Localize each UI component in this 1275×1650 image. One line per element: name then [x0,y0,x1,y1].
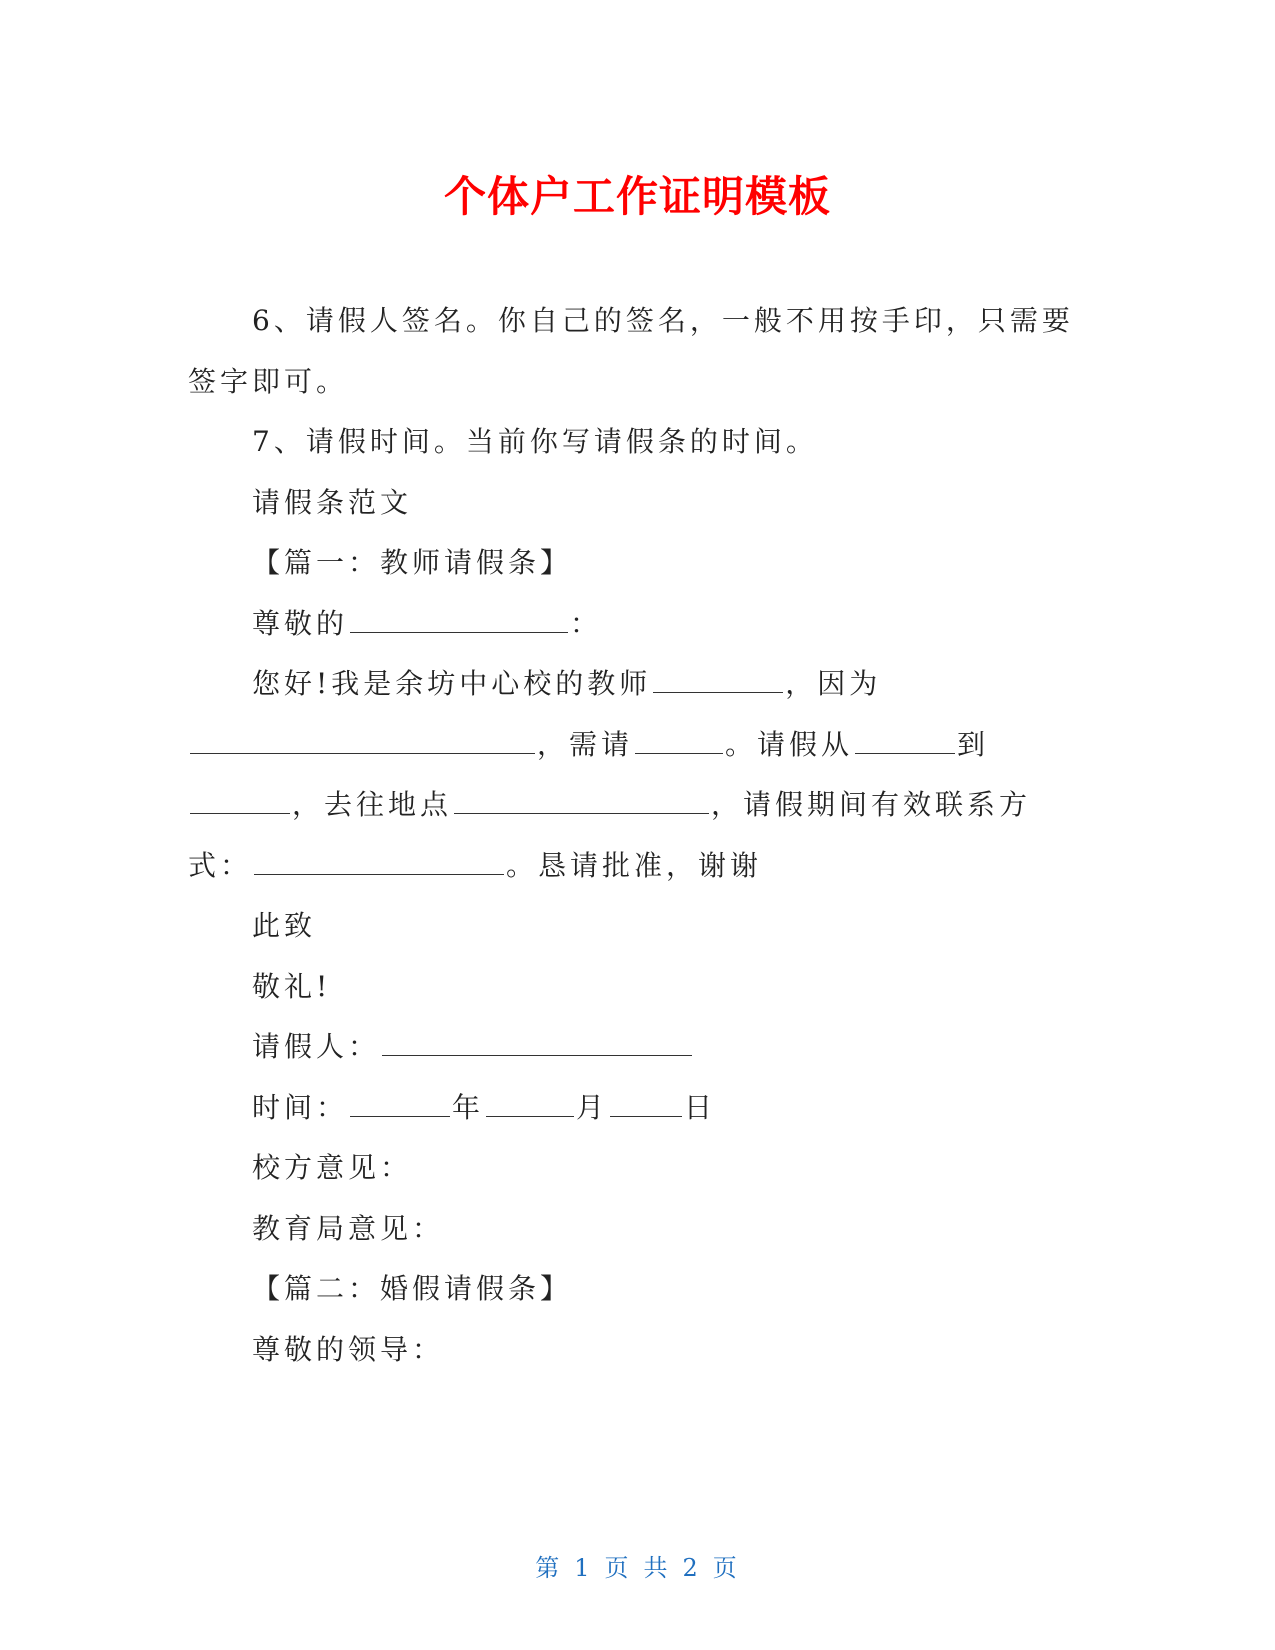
body-text-c: ，需请 [537,727,634,761]
reason-blank [190,731,535,754]
footer-ye-1: 页 [604,1554,632,1582]
body-text-f: ，去往地点 [292,788,453,821]
footer-total-pages: 2 [682,1554,701,1582]
leave-request-body [188,654,1083,896]
start-date-blank [855,731,955,754]
footer-ye-2: 页 [712,1554,740,1582]
day-blank [610,1094,682,1117]
sample-heading: 请假条范文 [252,485,413,519]
footer-gong: 共 [643,1554,671,1582]
bureau-opinion: 教育局意见： [252,1211,445,1245]
month-label: 月 [576,1090,609,1124]
recipient-blank [350,610,568,633]
date-line [188,1078,1083,1139]
salutation-text: 尊敬的 [252,606,349,640]
body-text-d: 。请假从 [725,727,854,761]
page-footer [0,1548,1275,1583]
section-heading-2: 【篇二：婚假请假条】 [252,1272,573,1305]
footer-di: 第 [535,1554,563,1582]
body-text-h: 。恳请批准，谢谢 [506,848,763,882]
closing-line-1: 此致 [252,909,317,942]
applicant-line [188,1017,1083,1078]
paragraph-item-6: 6、请假人签名。你自己的签名，一般不用按手印，只需要签字即可。 [188,304,1074,398]
body-text-b: ，因为 [785,667,882,700]
body-text-e: 到 [957,727,990,761]
paragraph-item-7: 7、请假时间。当前你写请假条的时间。 [252,425,818,458]
section-heading-1: 【篇一：教师请假条】 [252,546,573,579]
salutation-line [188,594,1083,655]
date-label: 时间： [252,1090,349,1124]
body-text-g: ，请假期间有效联系方式： [188,788,1032,882]
salutation-colon: ： [570,606,603,640]
closing-line-2: 敬礼! [252,969,332,1003]
destination-blank [454,791,709,814]
applicant-blank [382,1033,692,1056]
salutation-2: 尊敬的领导： [252,1332,445,1366]
end-date-blank [190,791,290,814]
document-body [188,291,1083,1380]
footer-page-number: 1 [574,1554,593,1582]
school-opinion: 校方意见： [252,1151,413,1184]
year-blank [350,1094,450,1117]
document-title: 个体户工作证明模板 [443,172,831,221]
duration-blank [635,731,723,754]
month-blank [486,1094,574,1117]
body-text-a: 您好!我是余坊中心校的教师 [252,667,652,700]
teacher-name-blank [653,670,783,693]
day-label: 日 [684,1090,717,1124]
applicant-label: 请假人： [252,1030,381,1063]
year-label: 年 [452,1090,485,1124]
contact-blank [254,852,504,875]
